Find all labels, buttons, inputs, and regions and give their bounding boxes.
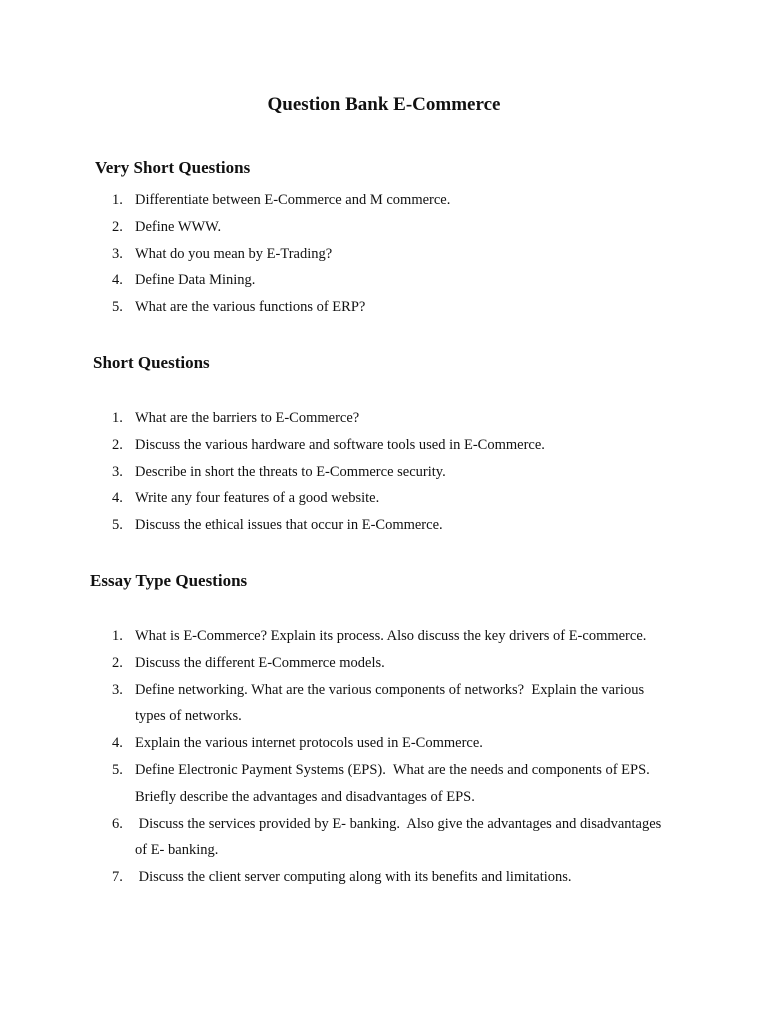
question-text: Explain the various internet protocols used in E-Commerce. [135,735,483,752]
question-item [0,294,700,321]
question-number: 5. [112,517,123,534]
question-number: 1. [112,192,123,208]
question-number: 3. [112,463,123,480]
question-item [0,757,700,811]
question-number: 4. [112,490,123,507]
question-text: What are the various functions of ERP? [135,299,366,316]
question-text: Write any four features of a good website. [135,490,380,507]
question-item [0,405,700,432]
question-number: 5. [112,299,123,316]
question-list-essay [0,623,700,891]
question-text: Define Data Mining. [135,272,256,289]
question-number: 3. [112,681,123,698]
question-text: What are the barriers to E-Commerce? [135,410,360,426]
question-text: Define networking. What are the various components of networks? Explain the various types of networks. [135,681,648,725]
question-item [0,650,700,677]
question-item [0,677,700,731]
question-number: 1. [112,410,123,426]
question-number: 4. [112,735,123,752]
question-item [0,459,700,486]
question-item [0,811,700,865]
question-number: 2. [112,436,123,453]
question-text: Discuss the services provided by E- banking. Also give the advantages and disadvantages of E- banking. [135,815,665,859]
question-item [0,623,700,650]
section-heading-essay: Essay Type Questions [90,571,248,590]
question-text: Differentiate between E-Commerce and M commerce. [135,192,451,208]
question-number: 6. [112,815,123,832]
question-number: 7. [112,869,123,886]
question-number: 4. [112,272,123,289]
question-item [0,214,700,241]
page-title: Question Bank E-Commerce [267,94,501,115]
question-number: 2. [112,654,123,671]
question-item [0,432,700,459]
question-text: Describe in short the threats to E-Commerce security. [135,463,446,480]
question-item [0,485,700,512]
question-text: What do you mean by E-Trading? [135,245,333,262]
section-heading-very-short: Very Short Questions [95,158,251,177]
question-number: 2. [112,218,123,235]
question-item [0,864,700,891]
question-text: Define WWW. [135,218,222,235]
question-number: 5. [112,761,123,778]
question-item [0,512,700,539]
question-item [0,241,700,268]
question-text: Discuss the ethical issues that occur in E-Commerce. [135,517,443,534]
question-text: Define Electronic Payment Systems (EPS). What are the needs and components of EPS. Briefly describe the advantages and disadvantages of EPS. [135,761,654,805]
question-text: Discuss the different E-Commerce models. [135,654,385,671]
question-list-very-short [0,187,700,321]
question-number: 1. [112,628,123,644]
question-item [0,730,700,757]
question-list-short [0,405,700,539]
question-number: 3. [112,245,123,262]
question-text: What is E-Commerce? Explain its process. Also discuss the key drivers of E-commerce. [135,628,647,644]
question-text: Discuss the various hardware and software tools used in E-Commerce. [135,436,545,453]
section-heading-short: Short Questions [93,353,210,372]
question-item [0,187,700,214]
question-text: Discuss the client server computing along with its benefits and limitations. [135,869,572,886]
question-item [0,267,700,294]
